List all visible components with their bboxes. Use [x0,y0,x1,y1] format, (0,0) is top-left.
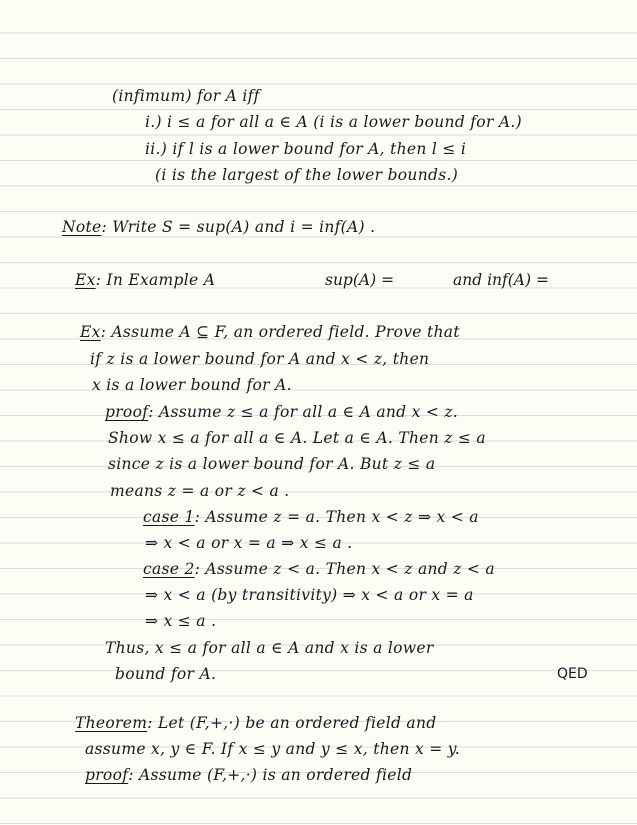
condition-ii: ii.) if l is a lower bound for A, then l ≤ i [145,140,467,158]
case2-line [143,559,495,579]
note-label: Note [62,218,102,236]
case1-line2: ⇒ x < a or x = a ⇒ x ≤ a . [145,534,353,552]
case1-label: case 1 [143,508,195,526]
example1-line [75,270,215,290]
theorem-proof-text: : Assume (F,+,·) is an ordered field [128,766,413,784]
proof-line4: means z = a or z < a . [110,482,290,500]
example2-line2: if z is a lower bound for A and x < z, then [90,350,430,368]
note-line [62,217,375,237]
proof-label: proof [105,403,149,421]
example2-label: Ex [80,323,101,341]
example1-sup: sup(A) = [325,271,395,289]
proof-line2: Show x ≤ a for all a ∈ A. Let a ∈ A. Then z ≤ a [108,429,486,447]
theorem-line [75,713,436,733]
case2-label: case 2 [143,560,195,578]
note-text: : Write S = sup(A) and i = inf(A) . [101,218,376,236]
proof-text: : Assume z ≤ a for all a ∈ A and x < z. [148,403,459,421]
case1-line [143,507,479,527]
theorem-proof-line [85,765,412,785]
qed-mark: QED [557,666,588,682]
example2-line [80,322,460,342]
proof-line [105,402,458,422]
case2-line2: ⇒ x < a (by transitivity) ⇒ x < a or x = a [145,586,474,604]
thus-line2: bound for A. [115,665,217,683]
case2-line3: ⇒ x ≤ a . [145,612,217,630]
example1-text: : In Example A [95,271,216,289]
proof-line3: since z is a lower bound for A. But z ≤ a [108,455,436,473]
case1-text: : Assume z = a. Then x < z ⇒ x < a [194,508,479,526]
theorem-line2: assume x, y ∈ F. If x ≤ y and y ≤ x, then x = y. [85,740,461,758]
case2-text: : Assume z < a. Then x < z and z < a [194,560,495,578]
example2-line3: x is a lower bound for A. [92,376,292,394]
thus-line: Thus, x ≤ a for all a ∈ A and x is a lower [105,639,434,657]
example1-inf: and inf(A) = [453,271,549,289]
example2-text: : Assume A ⊆ F, an ordered field. Prove that [100,323,460,341]
condition-i: i.) i ≤ a for all a ∈ A (i is a lower bound for A.) [145,113,522,131]
infimum-definition-line: (infimum) for A iff [112,87,260,105]
theorem-proof-label: proof [85,766,129,784]
largest-lower-bound-note: (i is the largest of the lower bounds.) [155,166,459,184]
example1-label: Ex [75,271,96,289]
theorem-label: Theorem [75,714,148,732]
theorem-text: : Let (F,+,·) be an ordered field and [147,714,437,732]
